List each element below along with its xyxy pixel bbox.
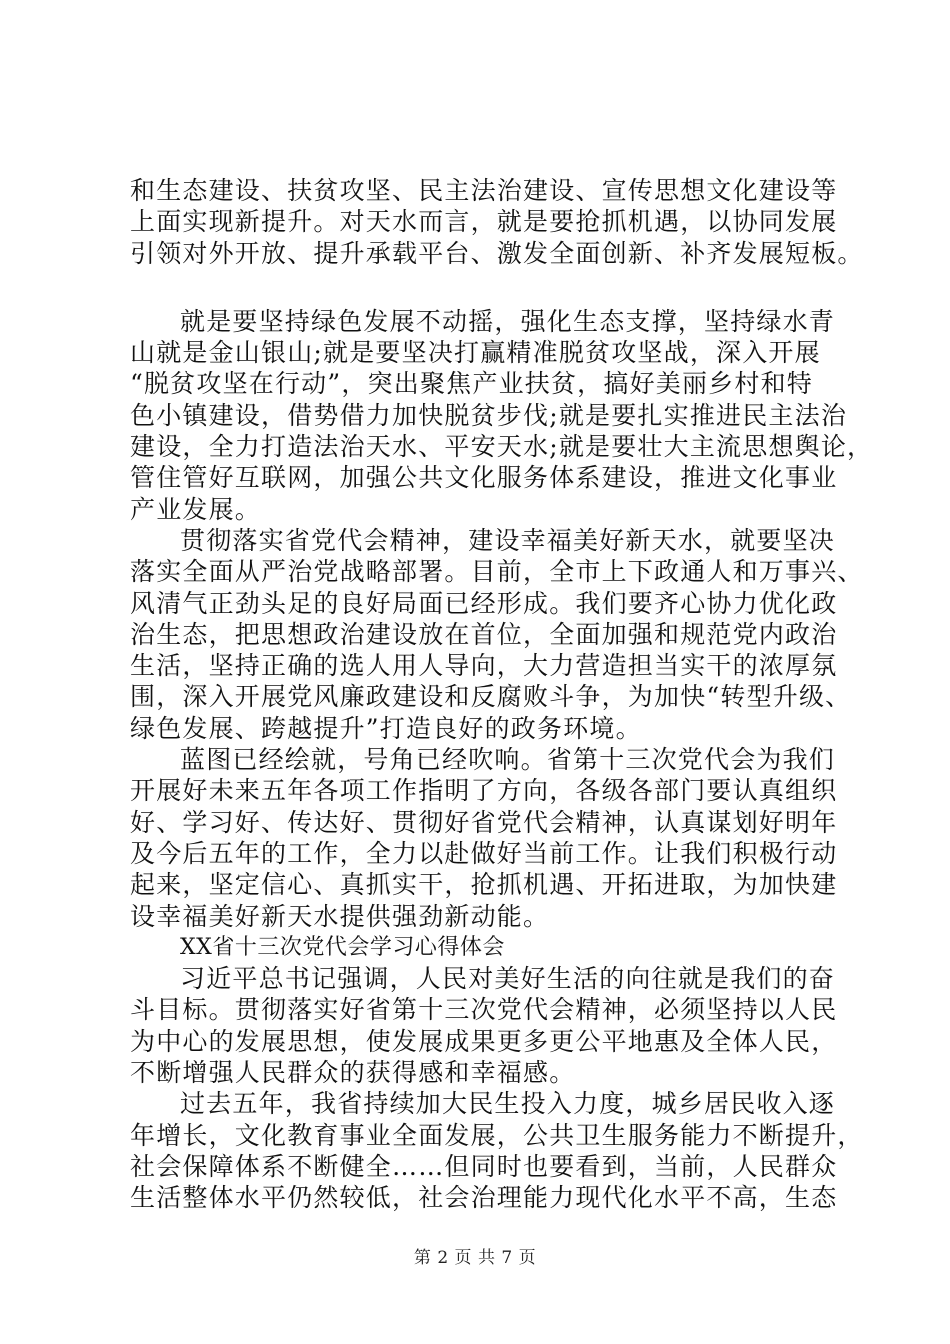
text-line: 引领对外开放、提升承载平台、激发全面创新、补齐发展短板。 [130,238,864,268]
text-line: 山就是金山银山;就是要坚决打赢精准脱贫攻坚战，深入开展 [130,338,821,368]
text-line: 设幸福美好新天水提供强劲新动能。 [130,901,550,931]
section-heading: XX省十三次党代会学习心得体会 [180,934,505,960]
text-line: 不断增强人民群众的获得感和幸福感。 [130,1058,576,1088]
text-line: 开展好未来五年各项工作指明了方向，各级各部门要认真组织 [130,776,838,806]
page-number-footer: 第 2 页 共 7 页 [413,1248,537,1268]
text-line: 色小镇建设，借势借力加快脱贫步伐;就是要扎实推进民主法治 [130,400,848,430]
text-line: 斗目标。贯彻落实好省第十三次党代会精神，必须坚持以人民 [130,995,838,1025]
text-line: 治生态，把思想政治建设放在首位，全面加强和规范党内政治 [130,619,838,649]
text-line: 建设，全力打造法治天水、平安天水;就是要壮大主流思想舆论， [130,432,874,462]
paragraph-first-line: 贯彻落实省党代会精神，建设幸福美好新天水，就要坚决 [180,525,836,555]
text-line: 及今后五年的工作，全力以赴做好当前工作。让我们积极行动 [130,838,838,868]
text-line: 社会保障体系不断健全……但同时也要看到，当前，人民群众 [130,1151,838,1181]
paragraph-first-line: 就是要坚持绿色发展不动摇，强化生态支撑，坚持绿水青 [180,306,836,336]
paragraph-first-line: 习近平总书记强调，人民对美好生活的向往就是我们的奋 [180,964,836,994]
text-line: 产业发展。 [130,494,262,524]
text-line: 围，深入开展党风廉政建设和反腐败斗争，为加快“转型升级、 [130,682,852,712]
text-line: 为中心的发展思想，使发展成果更多更公平地惠及全体人民， [130,1026,838,1056]
paragraph-first-line: 蓝图已经绘就，号角已经吹响。省第十三次党代会为我们 [180,745,836,775]
text-line: 生活，坚持正确的选人用人导向，大力营造担当实干的浓厚氛 [130,651,838,681]
text-line: 上面实现新提升。对天水而言，就是要抢抓机遇，以协同发展 [130,207,838,237]
text-line: 好、学习好、传达好、贯彻好省党代会精神，认真谋划好明年 [130,807,838,837]
text-line: 管住管好互联网，加强公共文化服务体系建设，推进文化事业 [130,463,838,493]
paragraph-first-line: 过去五年，我省持续加大民生投入力度，城乡居民收入逐 [180,1089,836,1119]
text-line: 生活整体水平仍然较低，社会治理能力现代化水平不高，生态 [130,1183,838,1213]
text-line: “脱贫攻坚在行动”，突出聚焦产业扶贫，搞好美丽乡村和特 [130,369,813,399]
text-line: 起来，坚定信心、真抓实干，抢抓机遇、开拓进取，为加快建 [130,870,838,900]
text-line: 风清气正劲头足的良好局面已经形成。我们要齐心协力优化政 [130,588,838,618]
document-body [130,175,874,1214]
text-line: 绿色发展、跨越提升”打造良好的政务环境。 [130,713,642,743]
text-line: 和生态建设、扶贫攻坚、民主法治建设、宣传思想文化建设等 [130,176,838,205]
paragraph-gap [130,269,830,306]
text-line: 年增长，文化教育事业全面发展，公共卫生服务能力不断提升， [130,1120,864,1150]
text-line: 落实全面从严治党战略部署。目前，全市上下政通人和万事兴、 [130,557,864,587]
